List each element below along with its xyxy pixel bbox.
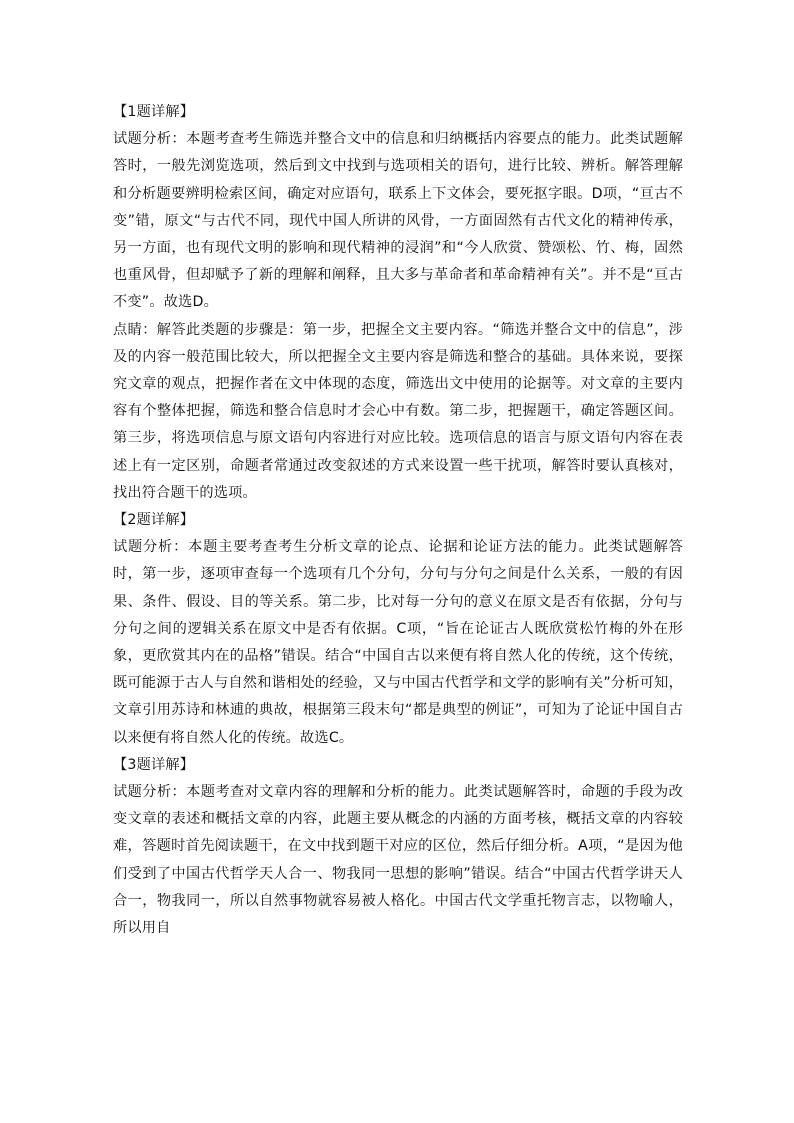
document-page xyxy=(113,99,683,942)
section-2-heading: 【2题详解】 xyxy=(113,512,195,529)
section-3-analysis: 试题分析：本题考查对文章内容的理解和分析的能力。此类试题解答时，命题的手段为改变文章的表述和概括文章的内容，此题主要从概念的内涵的方面考核，概括文章的内容较难，答题时首先阅读题干，在文中找到题干对应的区位，然后仔细分析。A项，“是因为他们受到了中国古代哲学天人合一、物我同一思想的影响”错误。结合“中国古代哲学讲天人合一，物我同一，所以自然事物就容易被人格化。中国古代文学重托物言志，以物喻人，所以用自 xyxy=(113,784,683,937)
section-3-heading: 【3题详解】 xyxy=(113,756,195,773)
section-1-analysis: 试题分析：本题考查考生筛选并整合文中的信息和归纳概括内容要点的能力。此类试题解答时，一般先浏览选项，然后到文中找到与选项相关的语句，进行比较、辨析。解答理解和分析题要辨明检索区间，确定对应语句，联系上下文体会，要死抠字眼。D项，“亘古不变”错，原文“与古代不同，现代中国人所讲的风骨，一方面固然有古代文化的精神传承，另一方面，也有现代文明的影响和现代精神的浸润”和“今人欣赏、赞颂松、竹、梅，固然也重风骨，但却赋予了新的理解和阐释，且大多与革命者和革命精神有关”。并不是“亘古不变”。故选D。 xyxy=(113,131,683,311)
section-1-key-points: 点睛：解答此类题的步骤是：第一步，把握全文主要内容。“筛选并整合文中的信息”，涉及的内容一般范围比较大，所以把握全文主要内容是筛选和整合的基础。具体来说，要探究文章的观点，把握作者在文中体现的态度，筛选出文中使用的论据等。对文章的主要内容有个整体把握，筛选和整合信息时才会心中有数。第二步，把握题干，确定答题区间。第三步，将选项信息与原文语句内容进行对应比较。选项信息的语言与原文语句内容在表述上有一定区别，命题者常通过改变叙述的方式来设置一些干扰项，解答时要认真核对，找出符合题干的选项。 xyxy=(113,321,683,501)
section-1-heading: 【1题详解】 xyxy=(113,104,195,120)
section-2-analysis: 试题分析：本题主要考查考生分析文章的论点、论据和论证方法的能力。此类试题解答时，第一步，逐项审查每一个选项有几个分句，分句与分句之间是什么关系，一般的有因果、条件、假设、目的等关系。第二步，比对每一分句的意义在原文是否有依据，分句与分句之间的逻辑关系在原文中是否有依据。C项，“旨在论证古人既欣赏松竹梅的外在形象，更欣赏其内在的品格”错误。结合“中国自古以来便有将自然人化的传统，这个传统，既可能源于古人与自然和谐相处的经验，又与中国古代哲学和文学的影响有关”分析可知，文章引用苏诗和林逋的典故，根据第三段末句“都是典型的例证”，可知为了论证中国自古以来便有将自然人化的传统。故选C。 xyxy=(113,539,683,746)
